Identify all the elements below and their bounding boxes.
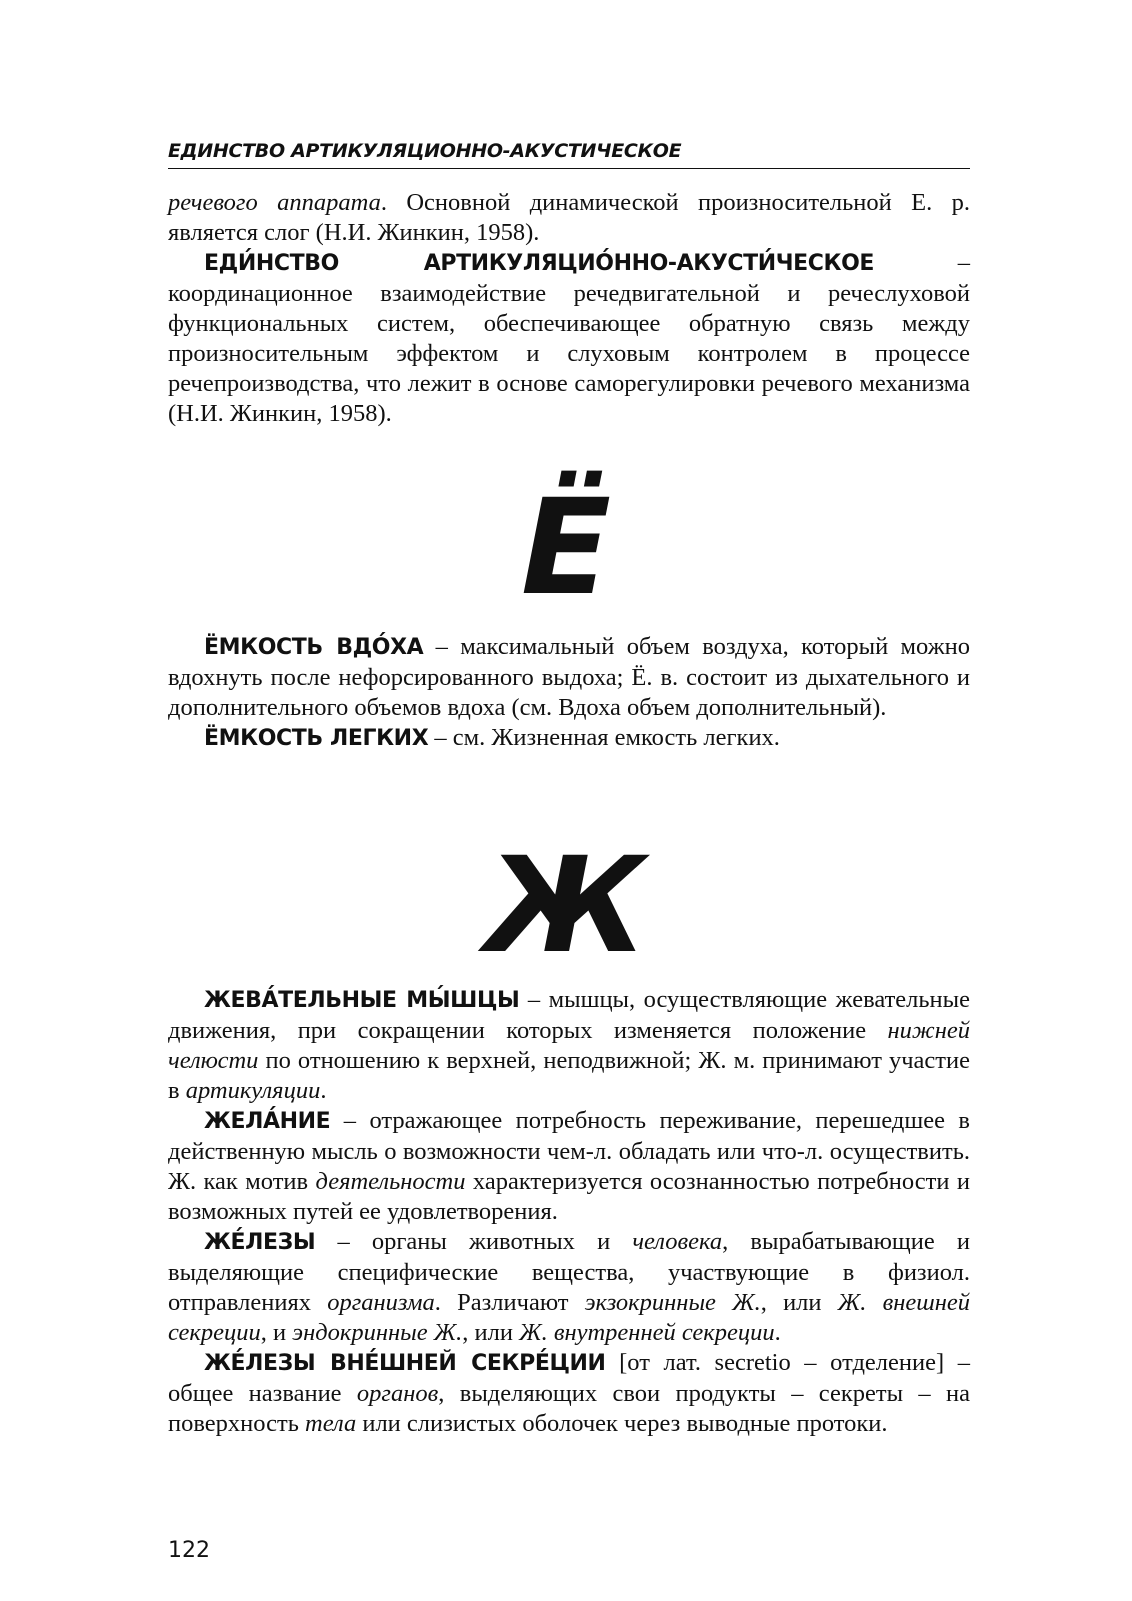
italic-ref: тела xyxy=(305,1410,357,1437)
italic-ref: человека xyxy=(632,1228,723,1255)
italic-ref: экзокринные Ж. xyxy=(584,1289,761,1316)
entry-definition: – см. Жизненная емкость легких. xyxy=(428,724,780,751)
entry-definition: , и xyxy=(260,1319,293,1346)
entry-definition: , выделяющих свои продукты – секреты – на поверхность xyxy=(168,1380,970,1437)
dictionary-entry xyxy=(168,723,970,754)
italic-ref: организма xyxy=(327,1289,435,1316)
dictionary-entry xyxy=(168,1348,970,1439)
entry-term: ЖЕ́ЛЕЗЫ ВНЕ́ШНЕЙ СЕКРЕ́ЦИИ xyxy=(204,1351,606,1376)
entry-definition: , или xyxy=(760,1289,838,1316)
dictionary-entry xyxy=(168,1106,970,1227)
section-letter-yo: Ё xyxy=(520,471,612,625)
entry-term: ЕДИ́НСТВО АРТИКУЛЯЦИО́ННО-АКУСТИ́ЧЕСКОЕ xyxy=(204,251,875,276)
entry-definition: – органы животных и xyxy=(315,1228,633,1255)
section-letter-zh: Ж xyxy=(485,829,647,983)
entry-definition: . Различают xyxy=(434,1289,585,1316)
entry-block-zh xyxy=(168,985,970,1439)
entry-definition: – отражающее потребность переживание, перешедшее в действенную мысль о возможности чем-л. обладать или что-л. осуществить. Ж. как мотив xyxy=(168,1107,970,1195)
dictionary-entry xyxy=(168,985,970,1106)
entry-definition: – координационное взаимодействие речедвигательной и речеслуховой функциональных систем, обеспечивающее обратную связь между произносительным эффектом и слуховым контролем в процессе речепроизводства, что лежит в основе саморегулировки речевого механизма (Н.И. Жинкин, 1958). xyxy=(168,249,970,427)
entry-term: ЖЕВА́ТЕЛЬНЫЕ МЫ́ШЦЫ xyxy=(204,988,520,1013)
entry-term: ЁМКОСТЬ ЛЕГКИХ xyxy=(204,726,429,751)
entry-definition: . xyxy=(774,1319,781,1346)
italic-ref: артикуляции xyxy=(185,1077,321,1104)
entry-block-e xyxy=(168,188,970,429)
italic-ref: Ж. внутренней секреции xyxy=(519,1319,775,1346)
entry-definition: . xyxy=(320,1077,327,1104)
entry-definition: – мышцы, осуществляющие жевательные движения, при сокращении которых изменяется положение xyxy=(168,986,971,1044)
entry-definition: [от лат. secretio – отделение] – общее название xyxy=(168,1349,970,1407)
page-number: 122 xyxy=(168,1538,210,1563)
italic-ref: органов xyxy=(356,1380,439,1407)
entry-definition: или слизистых оболочек через выводные протоки. xyxy=(356,1410,888,1437)
dictionary-entry xyxy=(168,632,970,723)
entry-definition: характеризуется осознанностью потребности и возможных путей ее удовлетворения. xyxy=(168,1168,970,1225)
continuation-paragraph xyxy=(168,188,970,248)
italic-ref: нижней челюсти xyxy=(168,1017,970,1074)
entry-definition: , или xyxy=(462,1319,520,1346)
italic-ref: речевого аппарата xyxy=(168,189,381,216)
dictionary-entry xyxy=(168,248,970,429)
italic-ref: Ж. внешней секреции xyxy=(168,1289,971,1346)
running-header: ЕДИНСТВО АРТИКУЛЯЦИОННО-АКУСТИЧЕСКОЕ xyxy=(168,140,970,169)
entry-definition: – максимальный объем воздуха, который можно вдохнуть после нефорсированного выдоха; Ё. в. состоит из дыхательного и дополнительного объемов вдоха (см. Вдоха объем дополнительный). xyxy=(168,633,970,721)
italic-ref: деятельности xyxy=(315,1168,466,1195)
entry-term: ЁМКОСТЬ ВДО́ХА xyxy=(204,635,424,660)
entry-block-yo xyxy=(168,632,970,754)
dictionary-entry xyxy=(168,1227,970,1348)
paragraph-text: . Основной динамической произносительной Е. р. является слог (Н.И. Жинкин, 1958). xyxy=(168,189,970,246)
italic-ref: эндокринные Ж. xyxy=(292,1319,463,1346)
entry-definition: , вырабатывающие и выделяющие специфические вещества, участвующие в физиол. отправлениях xyxy=(168,1228,970,1316)
entry-term: ЖЕЛА́НИЕ xyxy=(204,1109,331,1134)
entry-definition: по отношению к верхней, неподвижной; Ж. м. принимают участие в xyxy=(168,1047,970,1104)
entry-term: ЖЕ́ЛЕЗЫ xyxy=(204,1230,316,1255)
